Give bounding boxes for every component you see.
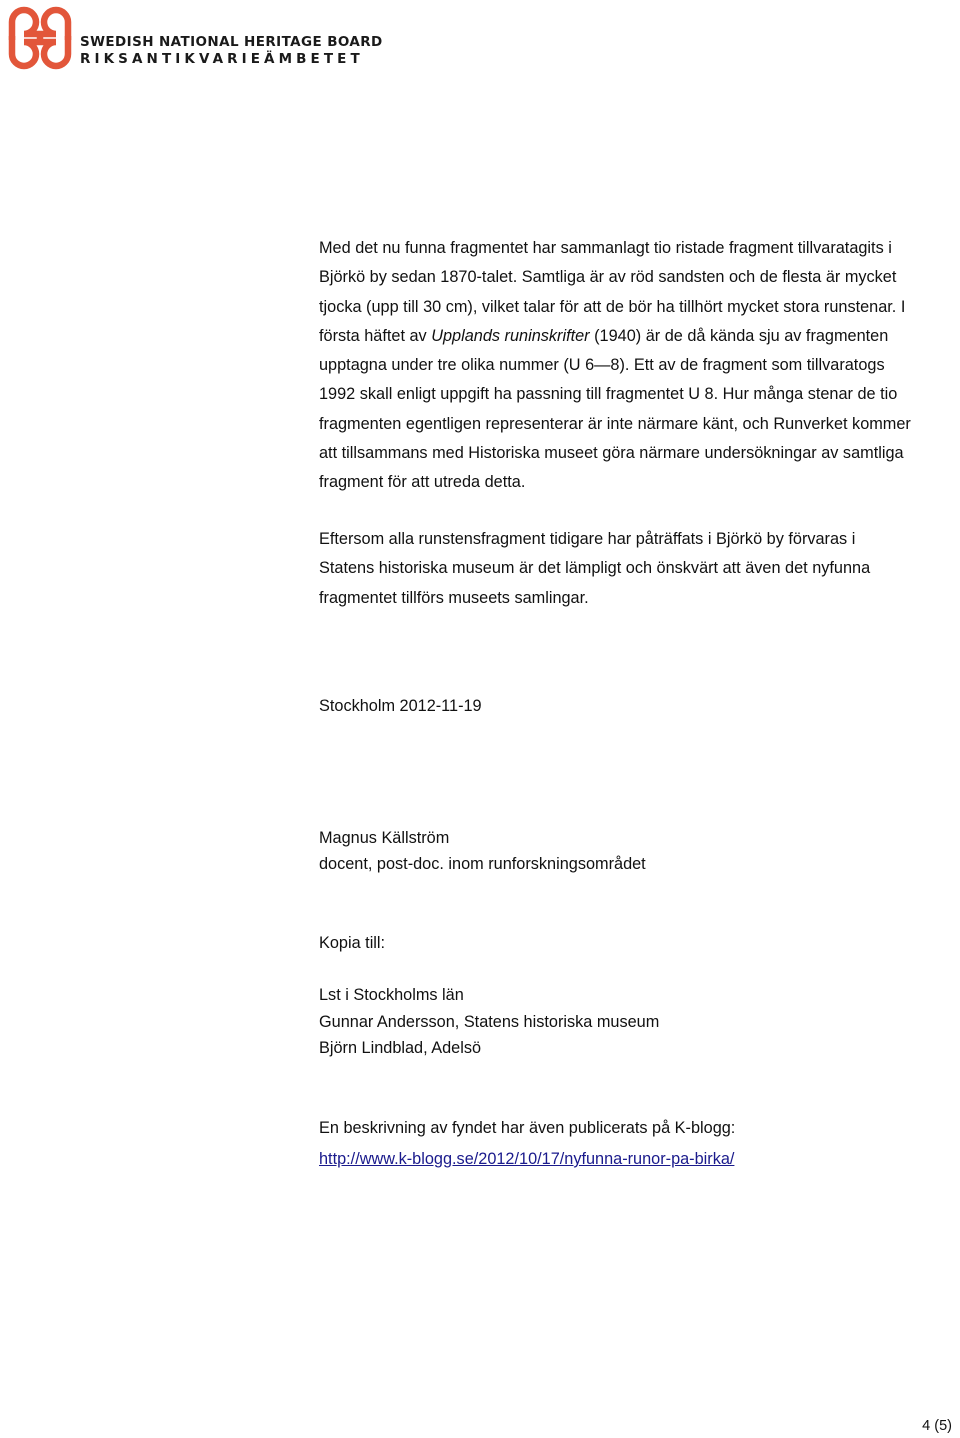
text-line: 1992 skall enligt uppgift ha passning till fragmentet U 8. Hur många stenar de tio — [319, 385, 898, 404]
blog-note: En beskrivning av fyndet har även publicerats på K-blogg: — [319, 1119, 736, 1137]
text-line — [319, 322, 959, 351]
heritage-board-logo-icon — [4, 2, 76, 74]
text-line: fragmentet tillförs museets samlingar. — [319, 588, 589, 607]
publication-title: Upplands runinskrifter — [431, 326, 590, 345]
org-brand — [80, 36, 383, 66]
org-name-english: SWEDISH NATIONAL HERITAGE BOARD — [80, 34, 383, 50]
blog-link[interactable]: http://www.k-blogg.se/2012/10/17/nyfunna-runor-pa-birka/ — [319, 1150, 735, 1168]
text-line: Björkö by sedan 1870-talet. Samtliga är av röd sandsten och de flesta är mycket — [319, 268, 897, 287]
copy-recipient: Björn Lindblad, Adelsö — [319, 1039, 482, 1057]
place-date: Stockholm 2012-11-19 — [319, 697, 482, 715]
copy-recipient: Lst i Stockholms län — [319, 986, 464, 1004]
copy-recipient: Gunnar Andersson, Statens historiska museum — [319, 1013, 660, 1031]
text-line: att tillsammans med Historiska museet göra närmare undersökningar av samtliga — [319, 444, 904, 463]
signature-name: Magnus Källström — [319, 829, 450, 847]
page-number: 4 (5) — [922, 1418, 952, 1434]
text-line: tjocka (upp till 30 cm), vilket talar för att de bör ha tillhört mycket stora runstenar. I — [319, 297, 906, 316]
text-segment: (1940) är de då kända sju av fragmenten — [589, 326, 889, 345]
text-line: Eftersom alla runstensfragment tidigare har påträffats i Björkö by förvaras i — [319, 530, 856, 548]
signature-title: docent, post-doc. inom runforskningsområdet — [319, 855, 646, 873]
text-line: fragmenten egentligen representerar är inte närmare känt, och Runverket kommer — [319, 414, 911, 433]
paragraph-recommendation — [319, 525, 959, 613]
text-segment: första häftet av — [319, 326, 432, 345]
text-line: Statens historiska museum är det lämpligt och önskvärt att även det nyfunna — [319, 559, 871, 578]
org-name-swedish: RIKSANTIKVARIEÄMBETET — [80, 50, 364, 67]
text-line: fragment för att utreda detta. — [319, 473, 526, 492]
paragraph-fragments — [319, 234, 959, 498]
text-line: upptagna under tre olika nummer (U 6—8). Ett av de fragment som tillvaratogs — [319, 356, 885, 375]
text-line: Med det nu funna fragmentet har sammanlagt tio ristade fragment tillvaratagits i — [319, 239, 892, 257]
copy-heading: Kopia till: — [319, 934, 386, 952]
